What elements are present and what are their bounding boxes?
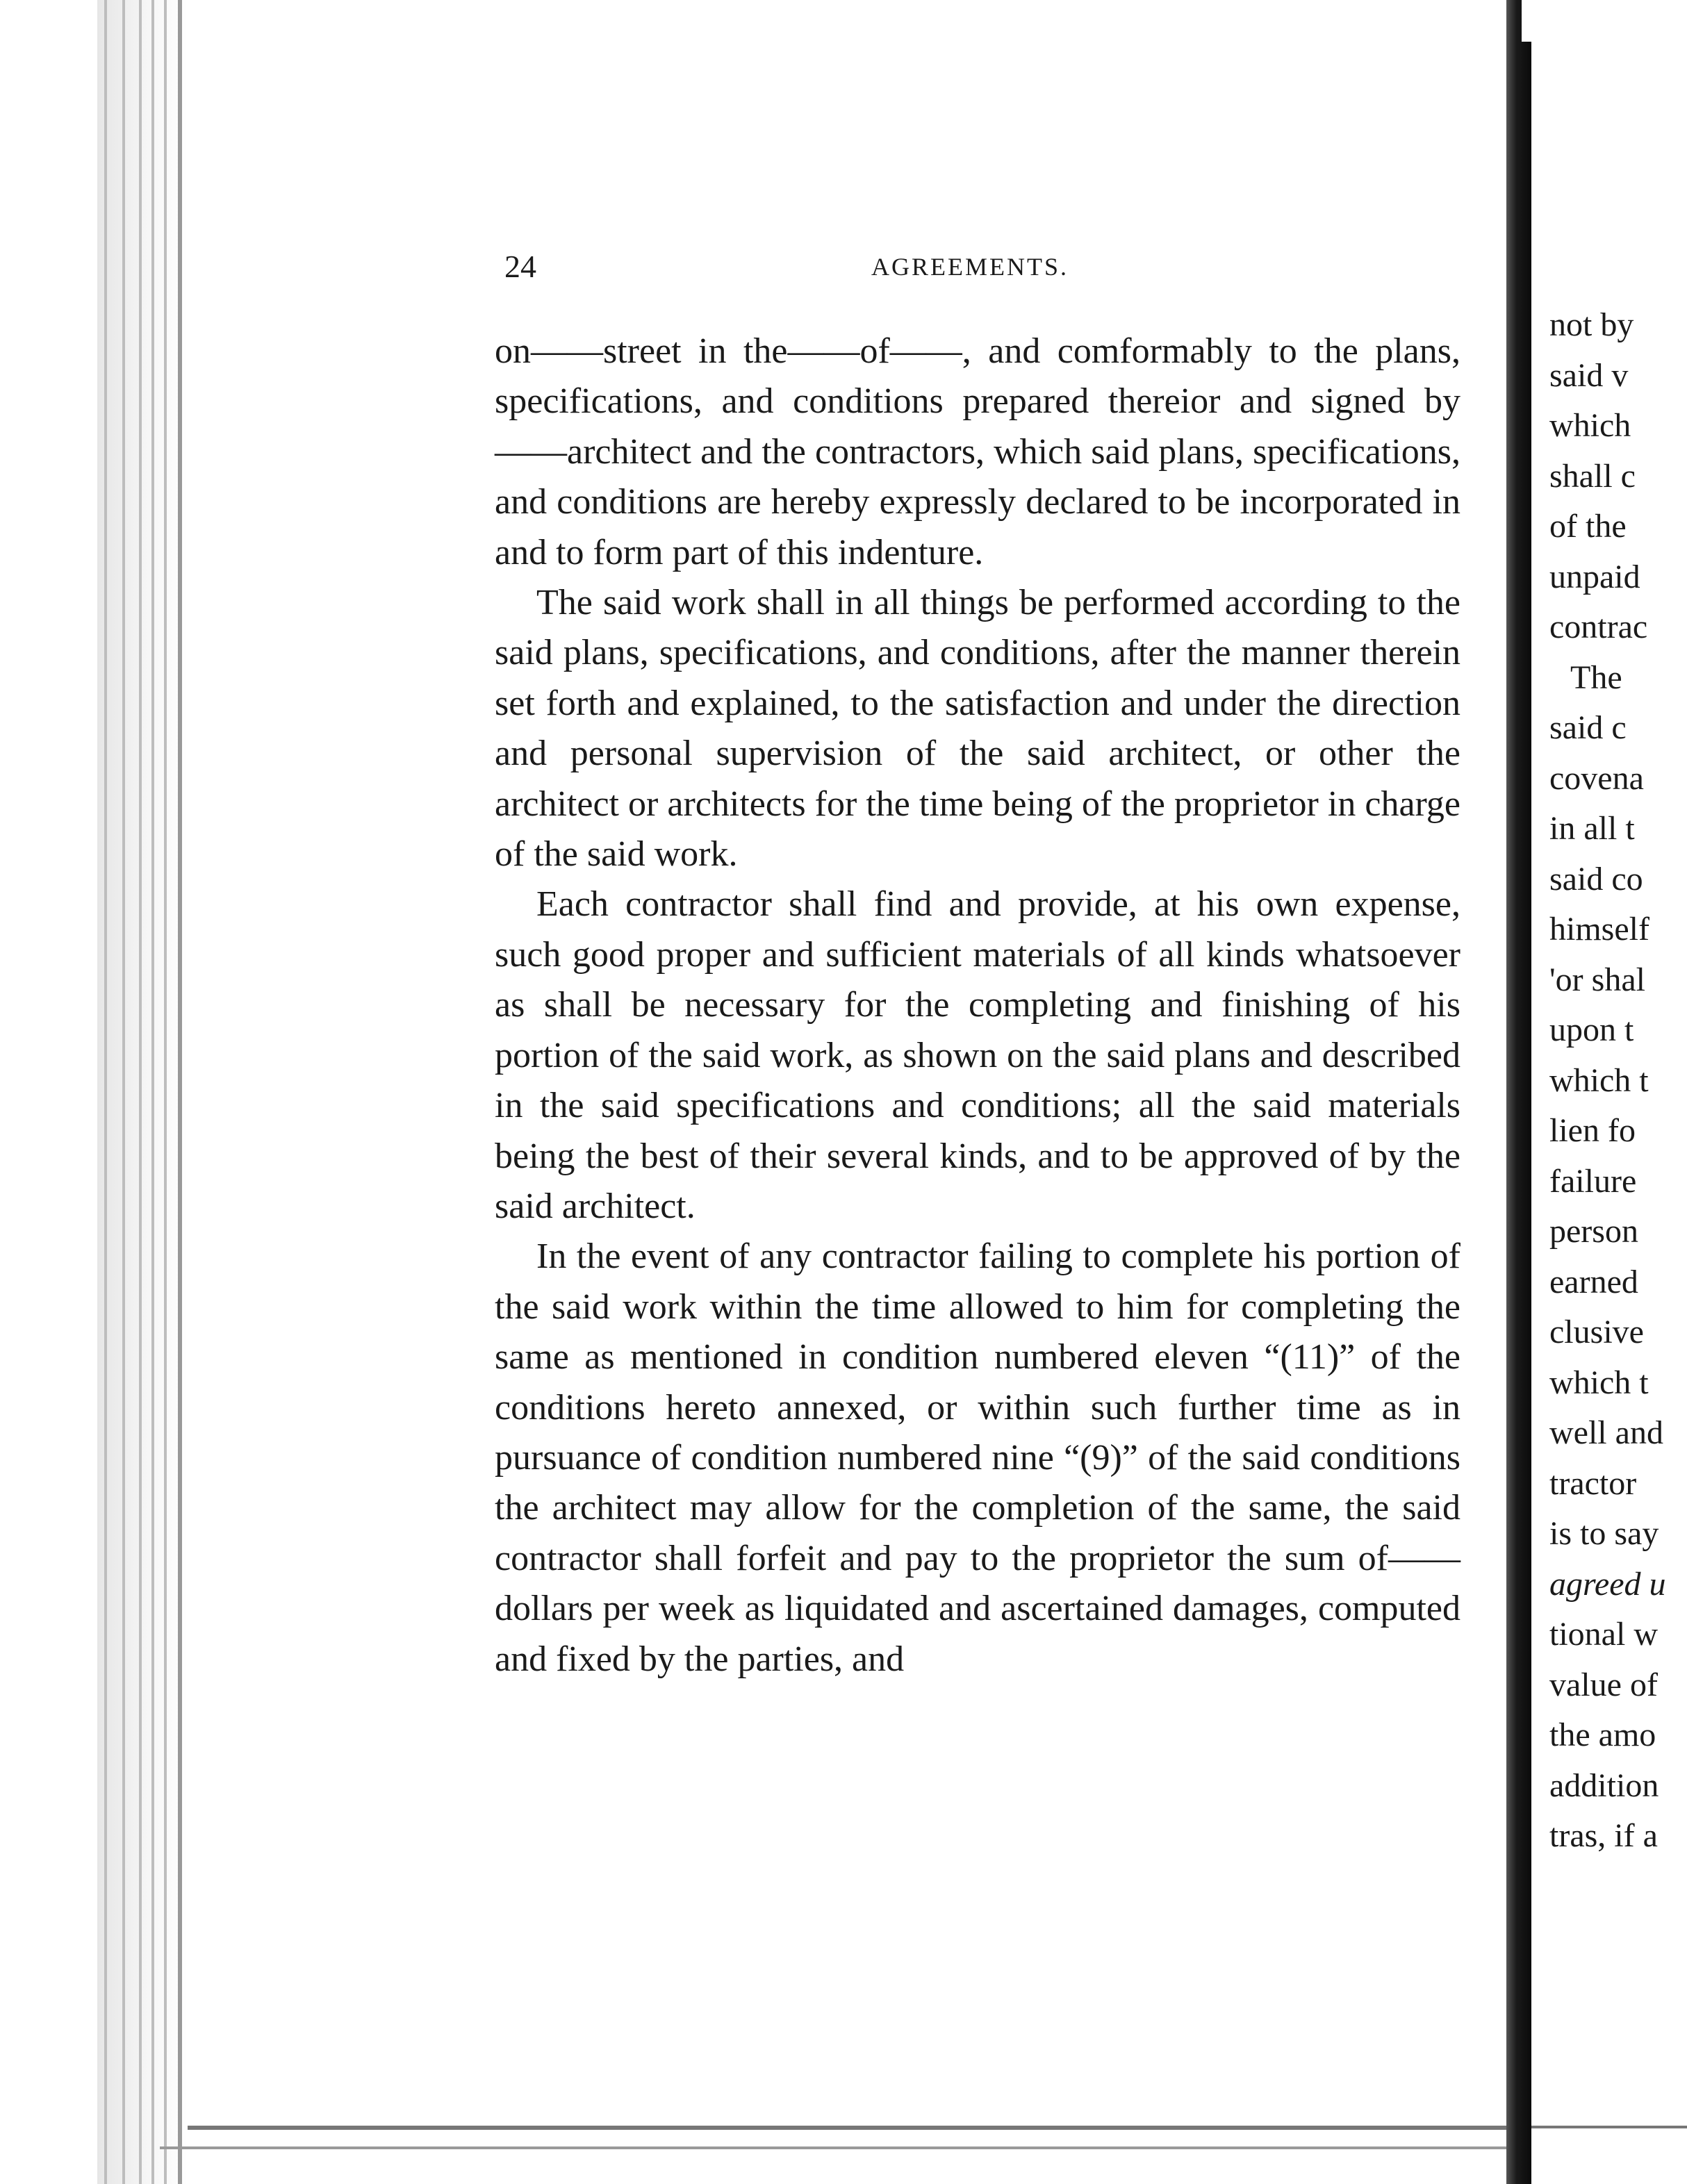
page-edge-line xyxy=(104,0,107,2184)
page-edge-line xyxy=(122,0,125,2184)
facing-line: lien fo xyxy=(1549,1112,1636,1149)
facing-line: said c xyxy=(1549,709,1627,746)
facing-line: The xyxy=(1570,659,1622,696)
page-edge-line xyxy=(164,0,167,2184)
page-body xyxy=(495,326,1460,1685)
facing-page xyxy=(1531,0,1687,2184)
page-edge-line xyxy=(139,0,142,2184)
facing-line: which t xyxy=(1549,1061,1649,1099)
facing-line: which t xyxy=(1549,1364,1649,1401)
facing-line: himself xyxy=(1549,911,1649,948)
paragraph: In the event of any contractor failing to complete his portion of the said work within the time allowed to him for completing the same as mentioned in condition numbered eleven “(11)” of the conditions hereto annexed, or within such further time as in pursuance of condition numbered nine “(9)” of the said conditions the architect may allow for the completion of the same, the said contractor shall forfeit and pay to the proprietor the sum of——dollars per week as liquidated and ascertained damages, computed and fixed by the parties, and xyxy=(495,1236,1460,1679)
paragraph: Each contractor shall find and provide, at his own expense, such good proper and sufficient materials of all kinds whatsoever as shall be necessary for the completing and finishing of his portion of the said work, as shown on the said plans and described in the said specifications and conditions; all the said materials being the best of their several kinds, and to be approved of by the said architect. xyxy=(495,884,1460,1226)
facing-line: tional w xyxy=(1549,1616,1658,1653)
facing-line: of the xyxy=(1549,508,1627,545)
page-bottom-edge xyxy=(160,2146,1508,2149)
facing-line: agreed u xyxy=(1549,1565,1666,1603)
facing-line: failure xyxy=(1549,1162,1637,1200)
facing-line: which xyxy=(1549,407,1631,444)
facing-line: tras, if a xyxy=(1549,1817,1658,1854)
facing-line: value of xyxy=(1549,1666,1658,1703)
facing-page-text xyxy=(1549,300,1687,1862)
page-edge-shadow xyxy=(97,0,188,2184)
facing-line: covena xyxy=(1549,759,1644,797)
facing-line: 'or shal xyxy=(1549,961,1645,998)
running-head xyxy=(504,246,1102,288)
facing-line: unpaid xyxy=(1549,558,1640,595)
facing-line: the amo xyxy=(1549,1716,1656,1753)
facing-line: well and xyxy=(1549,1414,1663,1451)
paragraph: The said work shall in all things be performed according to the said plans, specifications, and conditions, after the manner therein set forth and explained, to the satisfaction and under the direction and personal supervision of the said architect, or other the architect or architects for the time being of the proprietor in charge of the said work. xyxy=(495,583,1460,875)
page-edge-line xyxy=(151,0,154,2184)
paragraph: on——street in the——of——, and comformably to the plans, specifications, and conditions prepared thereior and signed by——architect and the contractors, which said plans, specifications, and conditions are hereby expressly declared to be incorporated in and to form part of this indenture. xyxy=(495,331,1460,572)
book-gutter xyxy=(1506,0,1531,2184)
facing-line: earned xyxy=(1549,1263,1638,1300)
facing-page-bottom-edge xyxy=(1531,2126,1687,2128)
facing-line: clusive xyxy=(1549,1314,1644,1350)
page-edge-line xyxy=(178,0,182,2184)
facing-line: contrac xyxy=(1549,609,1648,645)
facing-line: is to say xyxy=(1549,1515,1659,1552)
facing-line: said co xyxy=(1549,860,1643,897)
facing-line: upon t xyxy=(1549,1011,1634,1048)
facing-line: tractor xyxy=(1549,1464,1637,1502)
facing-line: shall c xyxy=(1549,457,1636,495)
book-page-edges xyxy=(0,0,188,2184)
facing-line: in all t xyxy=(1549,810,1635,847)
facing-line: person xyxy=(1549,1213,1638,1250)
facing-line: said v xyxy=(1549,356,1629,394)
running-head-title: AGREEMENTS. xyxy=(871,253,1069,281)
facing-line: addition xyxy=(1549,1767,1659,1804)
page-number: 24 xyxy=(504,249,536,284)
page-bottom-edge xyxy=(188,2126,1508,2130)
facing-line: not by xyxy=(1549,306,1634,343)
